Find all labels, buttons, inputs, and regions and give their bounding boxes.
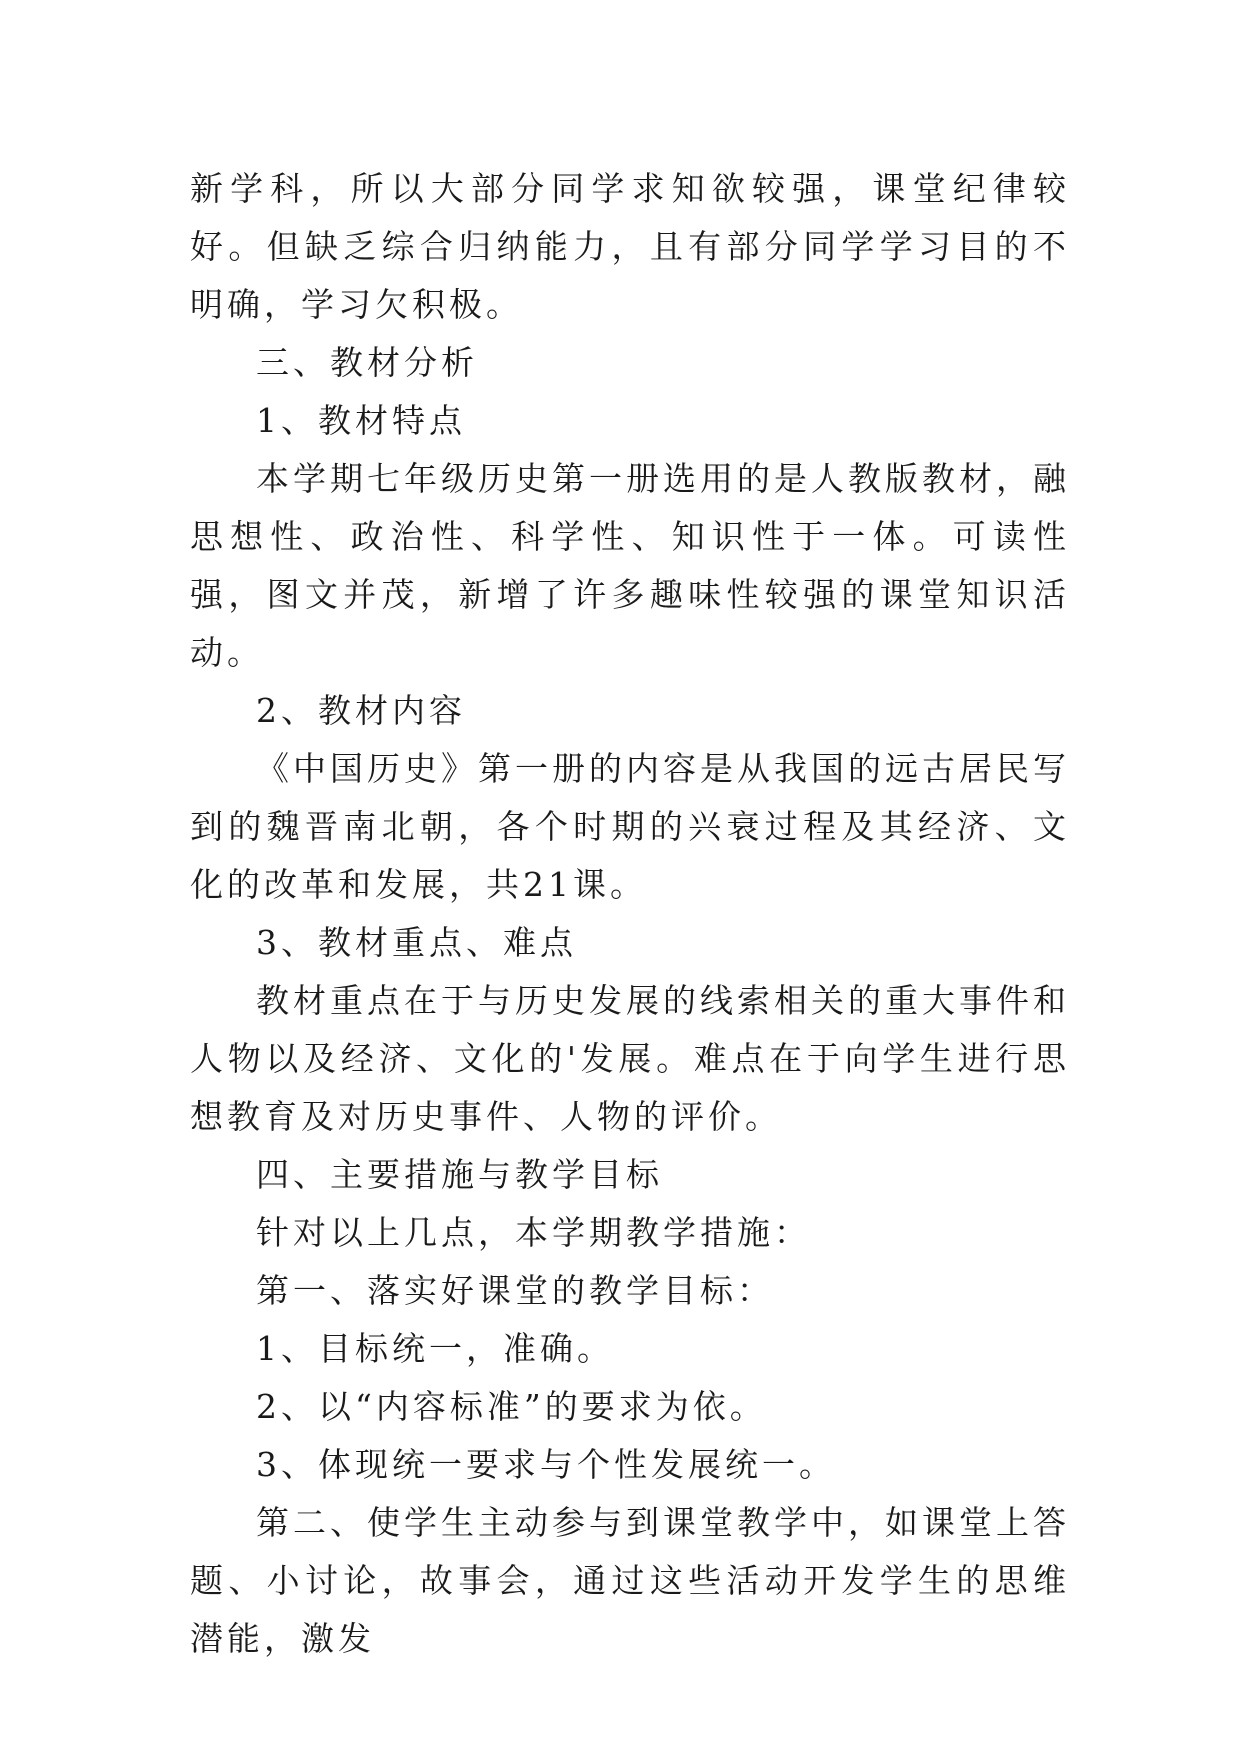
paragraph-key-points: 教材重点在于与历史发展的线索相关的重大事件和人物以及经济、文化的'发展。难点在于向学生进行思想教育及对历史事件、人物的评价。 bbox=[190, 981, 1070, 1136]
paragraph-textbook-content: 《中国历史》第一册的内容是从我国的远古居民写到的魏晋南北朝，各个时期的兴衰过程及其经济、文化的改革和发展，共21课。 bbox=[190, 749, 1070, 904]
paragraph-student-analysis-continued: 新学科，所以大部分同学求知欲较强，课堂纪律较好。但缺乏综合归纳能力，且有部分同学学习目的不明确，学习欠积极。 bbox=[190, 169, 1070, 324]
paragraph-textbook-features: 本学期七年级历史第一册选用的是人教版教材，融思想性、政治性、科学性、知识性于一体。可读性强，图文并茂，新增了许多趣味性较强的课堂知识活动。 bbox=[190, 459, 1070, 672]
list-item-goal-3: 3、体现统一要求与个性发展统一。 bbox=[256, 1445, 836, 1484]
subheading-textbook-content: 2、教材内容 bbox=[256, 691, 466, 730]
section-heading-textbook-analysis: 三、教材分析 bbox=[256, 343, 478, 382]
line-first-measure: 第一、落实好课堂的教学目标： bbox=[256, 1271, 774, 1310]
paragraph-second-measure: 第二、使学生主动参与到课堂教学中，如课堂上答题、小讨论，故事会，通过这些活动开发学生的思维潜能，激发 bbox=[190, 1503, 1070, 1658]
list-item-goal-2: 2、以“内容标准”的要求为依。 bbox=[256, 1387, 767, 1426]
list-item-goal-1: 1、目标统一，准确。 bbox=[256, 1329, 614, 1368]
section-heading-measures-goals: 四、主要措施与教学目标 bbox=[256, 1155, 663, 1194]
subheading-textbook-features: 1、教材特点 bbox=[256, 401, 466, 440]
document-body bbox=[190, 160, 1070, 1668]
line-measures-intro: 针对以上几点，本学期教学措施： bbox=[256, 1213, 811, 1252]
subheading-key-points: 3、教材重点、难点 bbox=[256, 923, 577, 962]
